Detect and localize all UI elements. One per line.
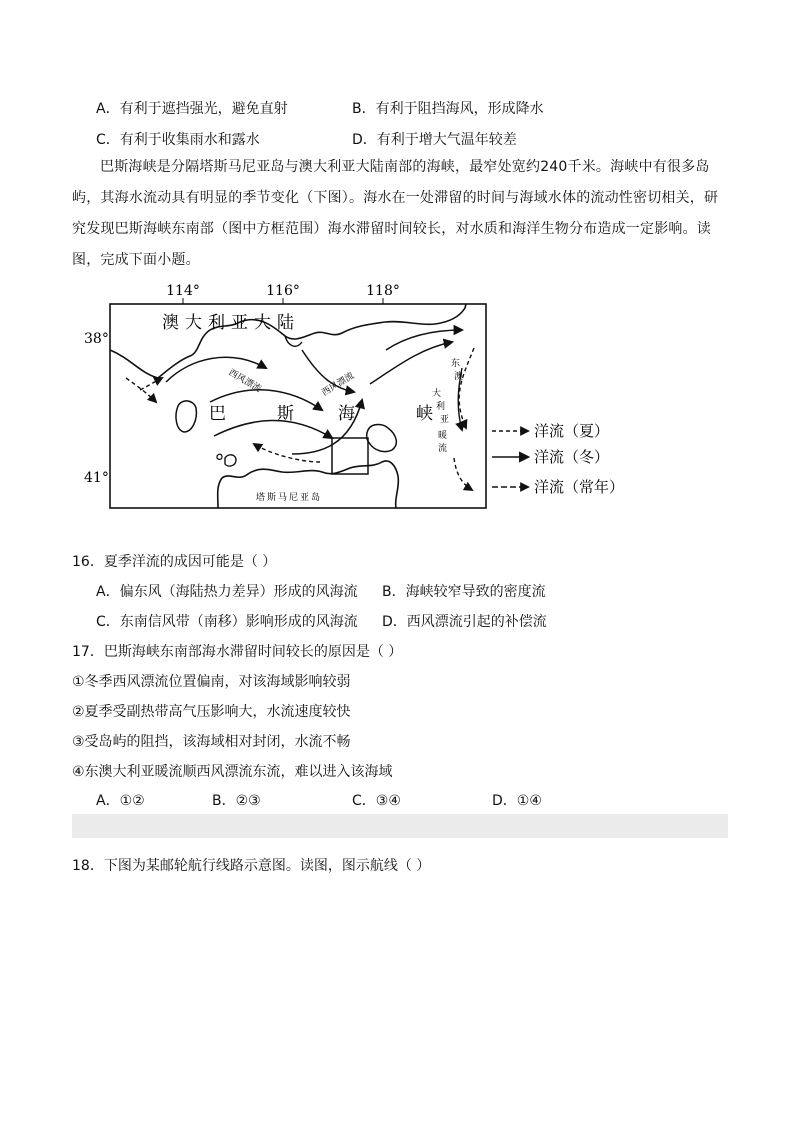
lon-label-116: 116° bbox=[266, 283, 300, 299]
winter-current-arrow bbox=[386, 330, 462, 350]
winter-current-arrow bbox=[214, 420, 332, 438]
reading-passage: 巴斯海峡是分隔塔斯马尼亚岛与澳大利亚大陆南部的海峡，最窄处宽约240千米。海峡中有很多岛屿，其海水流动具有明显的季节变化（下图）。海水在一处滞留的时间与海域水体的流动性密切相关，研究发现巴斯海峡东南部（图中方框范围）海水滞留时间较长，对水质和海洋生物分布造成一定影响。读图，完成下面小题。 bbox=[72, 159, 719, 268]
section-divider bbox=[72, 814, 728, 838]
current-label-2: 西风漂流 bbox=[320, 370, 357, 399]
east-current-char: 澳 bbox=[454, 372, 464, 382]
east-current-char: 亚 bbox=[440, 415, 450, 425]
small-island bbox=[217, 454, 222, 459]
q17-option-d: D．①④ bbox=[492, 793, 542, 809]
q17-statement-3: ③受岛屿的阻挡，该海域相对封闭，水流不畅 bbox=[72, 734, 351, 750]
summer-current-arrow bbox=[459, 348, 474, 428]
strait-char-1: 巴 bbox=[209, 404, 226, 424]
strait-char-3: 海 bbox=[338, 404, 355, 424]
legend-winter-label: 洋流（冬） bbox=[534, 448, 610, 466]
q15-option-c: C．有利于收集雨水和露水 bbox=[96, 132, 260, 148]
q17-statement-1: ①冬季西风漂流位置偏南，对该海域影响较弱 bbox=[72, 674, 351, 690]
east-current-char: 暖 bbox=[438, 431, 448, 441]
east-current-char: 东 bbox=[451, 359, 461, 369]
q17-option-a: A．①② bbox=[96, 793, 145, 809]
east-current-char: 大 bbox=[432, 389, 442, 399]
flinders-island bbox=[367, 425, 397, 452]
strait-char-4: 峡 bbox=[416, 404, 433, 424]
legend-summer-label: 洋流（夏） bbox=[534, 422, 610, 440]
q16-option-c: C．东南信风带（南移）影响形成的风海流 bbox=[96, 614, 358, 630]
lon-label-118: 118° bbox=[366, 283, 400, 299]
lon-label-114: 114° bbox=[166, 283, 200, 299]
q17-stem: 17．巴斯海峡东南部海水滞留时间较长的原因是（ ） bbox=[72, 644, 403, 660]
q15-option-d: D．有利于增大气温年较差 bbox=[352, 132, 517, 148]
q18-stem: 18．下图为某邮轮航行线路示意图。读图，图示航线（ ） bbox=[72, 858, 431, 874]
east-current-char: 利 bbox=[436, 402, 446, 412]
q16-option-d: D．西风漂流引起的补偿流 bbox=[382, 614, 547, 630]
king-island bbox=[176, 401, 196, 432]
island-label: 塔斯马尼亚岛 bbox=[256, 493, 323, 503]
strait-char-2: 斯 bbox=[277, 404, 294, 424]
summer-current-arrow bbox=[140, 378, 162, 390]
bass-strait-map bbox=[70, 278, 660, 518]
continent-label: 澳大利亚大陆 bbox=[162, 313, 300, 333]
lat-label-41: 41° bbox=[84, 470, 109, 486]
legend-yearround-label: 洋流（常年） bbox=[534, 478, 625, 496]
q17-option-b: B．②③ bbox=[212, 793, 261, 809]
yearround-current-arrow bbox=[454, 458, 472, 490]
q15-option-b: B．有利于阻挡海风，形成降水 bbox=[352, 101, 544, 117]
q16-option-b: B．海峡较窄导致的密度流 bbox=[382, 584, 546, 600]
q16-option-a: A．偏东风（海陆热力差异）形成的风海流 bbox=[96, 584, 358, 600]
q16-stem: 16．夏季洋流的成因可能是（ ） bbox=[72, 554, 277, 570]
q17-statement-4: ④东澳大利亚暖流顺西风漂流东流，难以进入该海域 bbox=[72, 764, 393, 780]
small-island bbox=[225, 455, 236, 466]
current-label-1: 西风漂流 bbox=[226, 367, 263, 395]
lat-label-38: 38° bbox=[84, 331, 109, 347]
winter-current-arrow bbox=[370, 342, 452, 384]
q17-option-c: C．③④ bbox=[352, 793, 401, 809]
q17-statement-2: ②夏季受副热带高气压影响大，水流速度较快 bbox=[72, 704, 351, 720]
winter-current-arrow bbox=[210, 390, 322, 410]
east-current-char: 流 bbox=[438, 444, 448, 454]
q15-option-a: A．有利于遮挡强光，避免直射 bbox=[96, 101, 288, 117]
